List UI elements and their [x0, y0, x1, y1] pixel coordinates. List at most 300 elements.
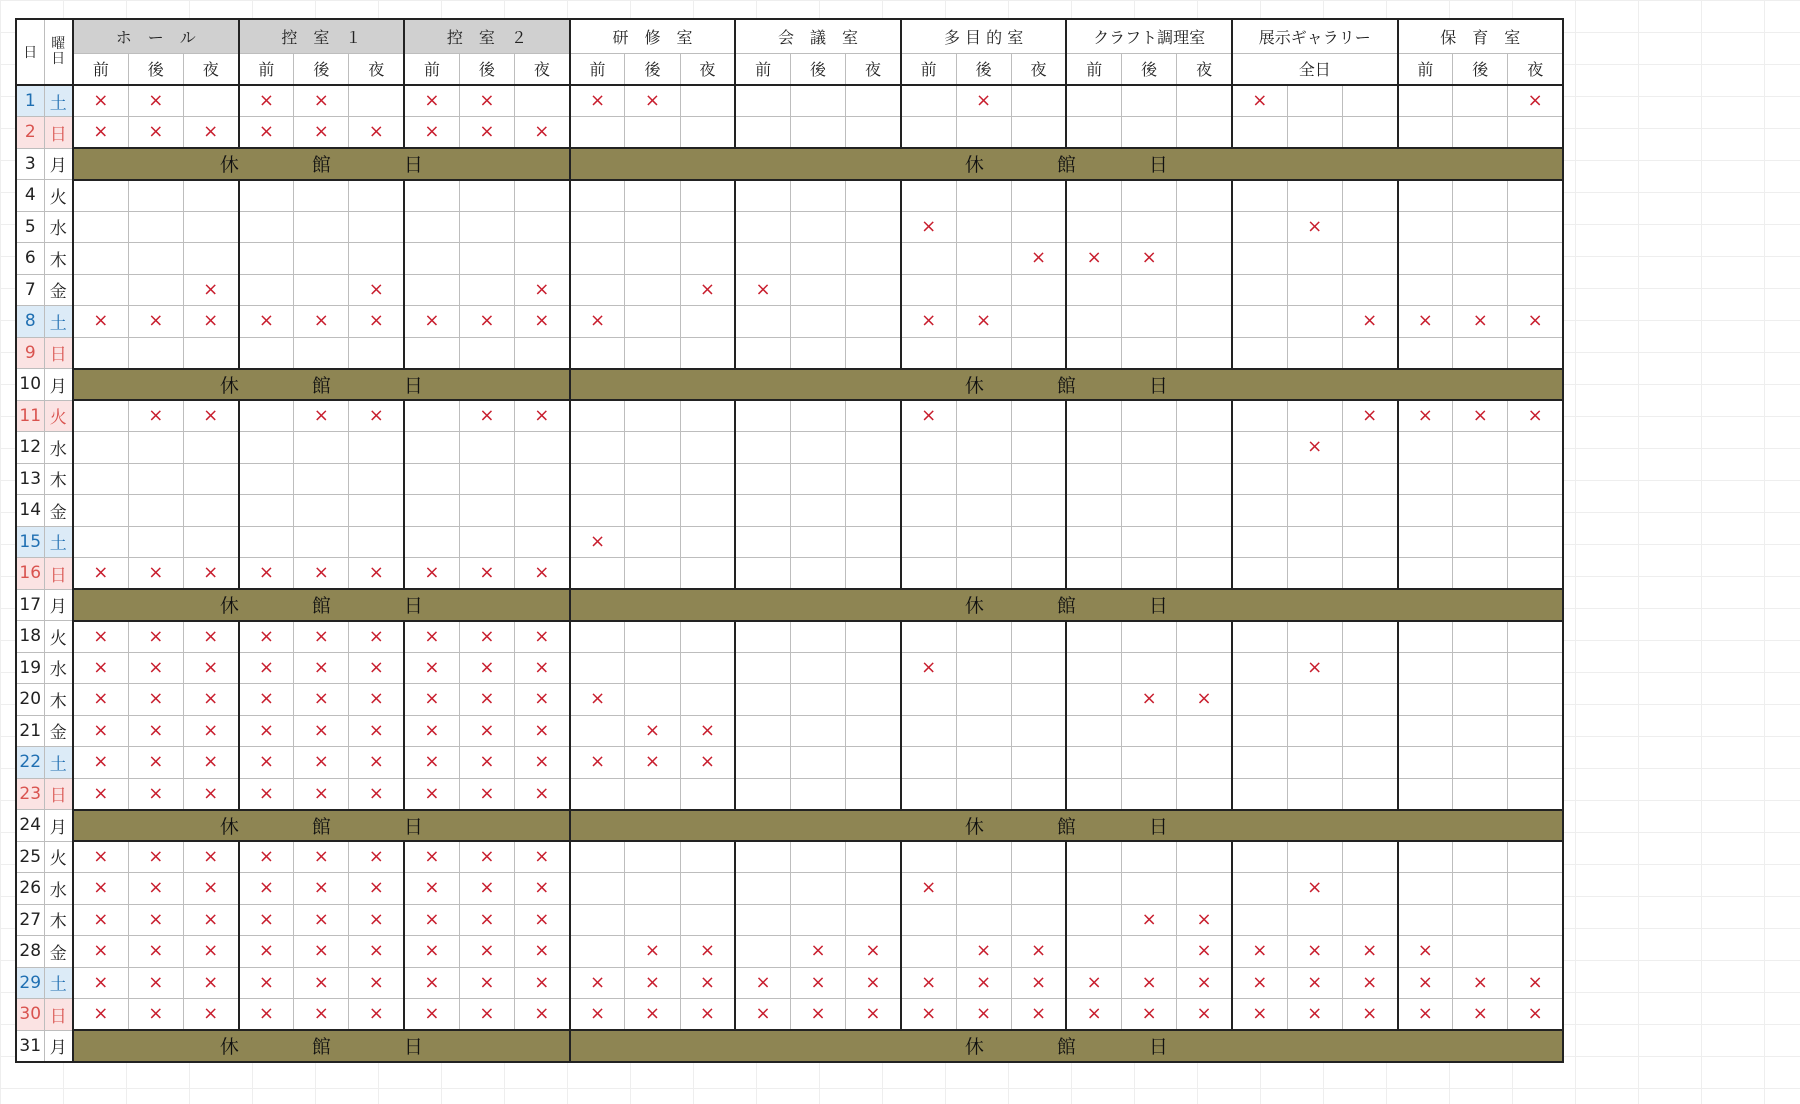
slot-cell[interactable] [956, 117, 1011, 149]
slot-cell[interactable] [790, 747, 845, 779]
slot-cell[interactable]: × [1122, 243, 1177, 275]
slot-cell[interactable] [515, 180, 570, 212]
slot-cell[interactable]: × [1122, 904, 1177, 936]
slot-cell[interactable]: × [1342, 967, 1397, 999]
slot-cell[interactable] [1232, 621, 1287, 653]
slot-cell[interactable]: × [404, 306, 459, 338]
slot-cell[interactable] [735, 495, 790, 527]
slot-cell[interactable] [1011, 621, 1066, 653]
slot-cell[interactable] [680, 243, 735, 275]
slot-cell[interactable] [1011, 211, 1066, 243]
slot-cell[interactable] [956, 715, 1011, 747]
slot-cell[interactable] [1232, 211, 1287, 243]
slot-cell[interactable] [1232, 873, 1287, 905]
slot-cell[interactable] [183, 463, 238, 495]
slot-cell[interactable] [680, 652, 735, 684]
slot-cell[interactable] [790, 243, 845, 275]
slot-cell[interactable] [1177, 432, 1232, 464]
slot-cell[interactable] [1177, 652, 1232, 684]
slot-cell[interactable]: × [1508, 967, 1563, 999]
slot-cell[interactable] [1177, 274, 1232, 306]
slot-cell[interactable]: × [1066, 967, 1121, 999]
slot-cell[interactable]: × [404, 684, 459, 716]
slot-cell[interactable] [570, 778, 625, 810]
slot-cell[interactable]: × [515, 274, 570, 306]
slot-cell[interactable] [1011, 778, 1066, 810]
slot-cell[interactable] [1177, 463, 1232, 495]
slot-cell[interactable]: × [294, 85, 349, 117]
slot-cell[interactable] [349, 85, 404, 117]
slot-cell[interactable]: × [128, 306, 183, 338]
slot-cell[interactable] [183, 495, 238, 527]
slot-cell[interactable] [1232, 841, 1287, 873]
slot-cell[interactable] [570, 715, 625, 747]
slot-cell[interactable]: × [1342, 936, 1397, 968]
slot-cell[interactable] [294, 274, 349, 306]
slot-cell[interactable]: × [680, 747, 735, 779]
slot-cell[interactable] [570, 904, 625, 936]
slot-cell[interactable] [901, 936, 956, 968]
slot-cell[interactable]: × [128, 999, 183, 1031]
slot-cell[interactable] [459, 495, 514, 527]
slot-cell[interactable] [625, 211, 680, 243]
slot-cell[interactable] [680, 432, 735, 464]
slot-cell[interactable] [404, 243, 459, 275]
slot-cell[interactable] [1453, 873, 1508, 905]
slot-cell[interactable] [1508, 463, 1563, 495]
slot-cell[interactable] [901, 715, 956, 747]
slot-cell[interactable] [846, 841, 901, 873]
slot-cell[interactable] [1453, 652, 1508, 684]
slot-cell[interactable] [625, 684, 680, 716]
slot-cell[interactable]: × [459, 715, 514, 747]
slot-cell[interactable]: × [183, 558, 238, 590]
slot-cell[interactable]: × [404, 715, 459, 747]
slot-cell[interactable]: × [183, 999, 238, 1031]
slot-cell[interactable] [735, 211, 790, 243]
slot-cell[interactable]: × [404, 558, 459, 590]
slot-cell[interactable] [846, 652, 901, 684]
slot-cell[interactable]: × [459, 999, 514, 1031]
slot-cell[interactable] [735, 306, 790, 338]
slot-cell[interactable] [956, 684, 1011, 716]
slot-cell[interactable] [846, 463, 901, 495]
slot-cell[interactable] [1342, 778, 1397, 810]
slot-cell[interactable]: × [1177, 936, 1232, 968]
slot-cell[interactable]: × [1398, 999, 1453, 1031]
slot-cell[interactable]: × [1287, 873, 1342, 905]
slot-cell[interactable] [680, 778, 735, 810]
slot-cell[interactable] [1066, 337, 1121, 369]
slot-cell[interactable] [515, 463, 570, 495]
slot-cell[interactable]: × [515, 904, 570, 936]
slot-cell[interactable]: × [183, 841, 238, 873]
slot-cell[interactable]: × [349, 936, 404, 968]
slot-cell[interactable] [625, 558, 680, 590]
slot-cell[interactable] [846, 400, 901, 432]
slot-cell[interactable] [239, 495, 294, 527]
slot-cell[interactable] [1122, 337, 1177, 369]
slot-cell[interactable] [1011, 747, 1066, 779]
slot-cell[interactable] [294, 495, 349, 527]
slot-cell[interactable] [1232, 495, 1287, 527]
slot-cell[interactable]: × [128, 400, 183, 432]
slot-cell[interactable] [1177, 337, 1232, 369]
slot-cell[interactable] [1122, 715, 1177, 747]
slot-cell[interactable] [1066, 274, 1121, 306]
slot-cell[interactable]: × [349, 715, 404, 747]
slot-cell[interactable] [1287, 274, 1342, 306]
slot-cell[interactable] [349, 211, 404, 243]
slot-cell[interactable] [625, 495, 680, 527]
slot-cell[interactable] [1011, 337, 1066, 369]
slot-cell[interactable] [1122, 117, 1177, 149]
slot-cell[interactable] [790, 778, 845, 810]
slot-cell[interactable]: × [901, 400, 956, 432]
slot-cell[interactable] [680, 400, 735, 432]
slot-cell[interactable] [680, 526, 735, 558]
slot-cell[interactable]: × [1508, 306, 1563, 338]
slot-cell[interactable] [73, 243, 128, 275]
slot-cell[interactable] [735, 747, 790, 779]
slot-cell[interactable] [735, 621, 790, 653]
slot-cell[interactable]: × [956, 85, 1011, 117]
slot-cell[interactable] [1287, 621, 1342, 653]
slot-cell[interactable] [1453, 747, 1508, 779]
slot-cell[interactable] [790, 621, 845, 653]
slot-cell[interactable] [1066, 841, 1121, 873]
slot-cell[interactable] [1066, 684, 1121, 716]
slot-cell[interactable] [1177, 778, 1232, 810]
slot-cell[interactable] [1287, 715, 1342, 747]
slot-cell[interactable] [735, 526, 790, 558]
slot-cell[interactable] [1122, 400, 1177, 432]
slot-cell[interactable] [956, 873, 1011, 905]
slot-cell[interactable] [1066, 621, 1121, 653]
slot-cell[interactable] [1177, 747, 1232, 779]
slot-cell[interactable]: × [349, 117, 404, 149]
slot-cell[interactable] [790, 684, 845, 716]
slot-cell[interactable] [1011, 85, 1066, 117]
slot-cell[interactable]: × [404, 904, 459, 936]
slot-cell[interactable] [294, 211, 349, 243]
slot-cell[interactable]: × [1342, 306, 1397, 338]
slot-cell[interactable]: × [846, 999, 901, 1031]
slot-cell[interactable] [846, 526, 901, 558]
slot-cell[interactable] [128, 463, 183, 495]
slot-cell[interactable]: × [625, 715, 680, 747]
slot-cell[interactable] [183, 211, 238, 243]
slot-cell[interactable] [735, 558, 790, 590]
slot-cell[interactable] [128, 243, 183, 275]
slot-cell[interactable]: × [459, 117, 514, 149]
slot-cell[interactable] [404, 337, 459, 369]
slot-cell[interactable] [239, 274, 294, 306]
slot-cell[interactable] [239, 211, 294, 243]
slot-cell[interactable] [128, 495, 183, 527]
slot-cell[interactable]: × [183, 967, 238, 999]
slot-cell[interactable]: × [183, 904, 238, 936]
slot-cell[interactable] [1287, 841, 1342, 873]
slot-cell[interactable] [1508, 526, 1563, 558]
slot-cell[interactable]: × [1287, 936, 1342, 968]
slot-cell[interactable] [1122, 432, 1177, 464]
slot-cell[interactable] [1342, 85, 1397, 117]
slot-cell[interactable]: × [1287, 967, 1342, 999]
slot-cell[interactable]: × [239, 306, 294, 338]
slot-cell[interactable] [901, 495, 956, 527]
slot-cell[interactable] [1177, 211, 1232, 243]
slot-cell[interactable] [956, 652, 1011, 684]
slot-cell[interactable]: × [1287, 432, 1342, 464]
slot-cell[interactable] [1122, 936, 1177, 968]
slot-cell[interactable] [1066, 652, 1121, 684]
slot-cell[interactable] [1342, 841, 1397, 873]
slot-cell[interactable] [846, 274, 901, 306]
slot-cell[interactable] [901, 432, 956, 464]
slot-cell[interactable] [1508, 274, 1563, 306]
slot-cell[interactable] [680, 495, 735, 527]
slot-cell[interactable] [1232, 684, 1287, 716]
slot-cell[interactable] [680, 873, 735, 905]
slot-cell[interactable] [901, 684, 956, 716]
slot-cell[interactable]: × [239, 967, 294, 999]
slot-cell[interactable] [846, 85, 901, 117]
slot-cell[interactable]: × [1287, 211, 1342, 243]
slot-cell[interactable] [73, 495, 128, 527]
slot-cell[interactable]: × [183, 621, 238, 653]
slot-cell[interactable] [1453, 85, 1508, 117]
slot-cell[interactable]: × [294, 936, 349, 968]
slot-cell[interactable] [294, 337, 349, 369]
slot-cell[interactable] [183, 180, 238, 212]
slot-cell[interactable] [735, 337, 790, 369]
slot-cell[interactable] [1232, 274, 1287, 306]
slot-cell[interactable]: × [625, 747, 680, 779]
slot-cell[interactable]: × [735, 999, 790, 1031]
slot-cell[interactable]: × [183, 684, 238, 716]
slot-cell[interactable] [625, 621, 680, 653]
slot-cell[interactable] [1122, 274, 1177, 306]
slot-cell[interactable] [1011, 432, 1066, 464]
slot-cell[interactable] [1342, 558, 1397, 590]
slot-cell[interactable] [1066, 936, 1121, 968]
slot-cell[interactable]: × [846, 967, 901, 999]
slot-cell[interactable]: × [73, 85, 128, 117]
slot-cell[interactable] [1342, 652, 1397, 684]
slot-cell[interactable] [1011, 558, 1066, 590]
slot-cell[interactable] [790, 904, 845, 936]
slot-cell[interactable] [1122, 85, 1177, 117]
slot-cell[interactable] [570, 621, 625, 653]
slot-cell[interactable] [239, 400, 294, 432]
slot-cell[interactable]: × [459, 904, 514, 936]
slot-cell[interactable]: × [128, 558, 183, 590]
slot-cell[interactable] [1453, 243, 1508, 275]
slot-cell[interactable]: × [128, 85, 183, 117]
slot-cell[interactable] [1122, 211, 1177, 243]
slot-cell[interactable] [73, 526, 128, 558]
slot-cell[interactable] [183, 337, 238, 369]
slot-cell[interactable]: × [790, 999, 845, 1031]
slot-cell[interactable] [956, 495, 1011, 527]
slot-cell[interactable] [790, 306, 845, 338]
slot-cell[interactable]: × [239, 652, 294, 684]
slot-cell[interactable]: × [680, 936, 735, 968]
slot-cell[interactable]: × [515, 967, 570, 999]
slot-cell[interactable] [73, 274, 128, 306]
slot-cell[interactable]: × [294, 904, 349, 936]
slot-cell[interactable]: × [625, 967, 680, 999]
slot-cell[interactable] [459, 243, 514, 275]
slot-cell[interactable] [1508, 337, 1563, 369]
slot-cell[interactable] [1342, 211, 1397, 243]
slot-cell[interactable]: × [1122, 999, 1177, 1031]
slot-cell[interactable] [1066, 432, 1121, 464]
slot-cell[interactable]: × [515, 306, 570, 338]
slot-cell[interactable] [846, 873, 901, 905]
slot-cell[interactable] [625, 306, 680, 338]
slot-cell[interactable]: × [735, 967, 790, 999]
slot-cell[interactable]: × [1177, 904, 1232, 936]
slot-cell[interactable]: × [956, 967, 1011, 999]
slot-cell[interactable] [625, 904, 680, 936]
slot-cell[interactable] [515, 243, 570, 275]
slot-cell[interactable] [735, 432, 790, 464]
slot-cell[interactable] [1011, 400, 1066, 432]
slot-cell[interactable]: × [404, 85, 459, 117]
slot-cell[interactable] [625, 432, 680, 464]
slot-cell[interactable] [349, 337, 404, 369]
slot-cell[interactable] [1398, 495, 1453, 527]
slot-cell[interactable] [735, 180, 790, 212]
slot-cell[interactable] [1287, 180, 1342, 212]
slot-cell[interactable] [1508, 841, 1563, 873]
slot-cell[interactable]: × [515, 841, 570, 873]
slot-cell[interactable] [294, 526, 349, 558]
slot-cell[interactable] [1287, 778, 1342, 810]
slot-cell[interactable]: × [901, 652, 956, 684]
slot-cell[interactable] [901, 904, 956, 936]
slot-cell[interactable] [1508, 652, 1563, 684]
slot-cell[interactable]: × [956, 936, 1011, 968]
slot-cell[interactable] [459, 180, 514, 212]
slot-cell[interactable] [73, 211, 128, 243]
slot-cell[interactable]: × [1011, 936, 1066, 968]
slot-cell[interactable] [846, 117, 901, 149]
slot-cell[interactable] [1398, 778, 1453, 810]
slot-cell[interactable]: × [349, 967, 404, 999]
slot-cell[interactable] [1232, 904, 1287, 936]
slot-cell[interactable]: × [735, 274, 790, 306]
slot-cell[interactable] [1453, 936, 1508, 968]
slot-cell[interactable]: × [1508, 999, 1563, 1031]
slot-cell[interactable] [1066, 904, 1121, 936]
slot-cell[interactable]: × [1342, 999, 1397, 1031]
slot-cell[interactable]: × [73, 873, 128, 905]
slot-cell[interactable] [790, 274, 845, 306]
slot-cell[interactable] [680, 841, 735, 873]
slot-cell[interactable] [239, 463, 294, 495]
slot-cell[interactable] [1177, 495, 1232, 527]
slot-cell[interactable]: × [128, 715, 183, 747]
slot-cell[interactable]: × [128, 684, 183, 716]
slot-cell[interactable]: × [128, 873, 183, 905]
slot-cell[interactable] [404, 463, 459, 495]
slot-cell[interactable] [901, 274, 956, 306]
slot-cell[interactable] [790, 337, 845, 369]
slot-cell[interactable]: × [349, 400, 404, 432]
slot-cell[interactable] [239, 337, 294, 369]
slot-cell[interactable]: × [459, 684, 514, 716]
slot-cell[interactable] [1066, 873, 1121, 905]
slot-cell[interactable] [1011, 904, 1066, 936]
slot-cell[interactable] [1453, 558, 1508, 590]
slot-cell[interactable]: × [515, 117, 570, 149]
slot-cell[interactable] [128, 180, 183, 212]
slot-cell[interactable] [901, 85, 956, 117]
slot-cell[interactable]: × [73, 621, 128, 653]
slot-cell[interactable] [1398, 841, 1453, 873]
slot-cell[interactable]: × [515, 778, 570, 810]
slot-cell[interactable]: × [294, 999, 349, 1031]
slot-cell[interactable] [1508, 243, 1563, 275]
slot-cell[interactable] [459, 274, 514, 306]
slot-cell[interactable]: × [349, 778, 404, 810]
slot-cell[interactable]: × [459, 558, 514, 590]
slot-cell[interactable] [1122, 495, 1177, 527]
slot-cell[interactable] [1342, 243, 1397, 275]
slot-cell[interactable] [901, 117, 956, 149]
slot-cell[interactable] [570, 558, 625, 590]
slot-cell[interactable] [625, 873, 680, 905]
slot-cell[interactable] [1011, 117, 1066, 149]
slot-cell[interactable] [846, 621, 901, 653]
slot-cell[interactable]: × [459, 778, 514, 810]
slot-cell[interactable]: × [1398, 936, 1453, 968]
slot-cell[interactable]: × [239, 715, 294, 747]
slot-cell[interactable] [1453, 526, 1508, 558]
slot-cell[interactable]: × [349, 841, 404, 873]
slot-cell[interactable] [1232, 180, 1287, 212]
slot-cell[interactable]: × [183, 652, 238, 684]
slot-cell[interactable] [790, 180, 845, 212]
slot-cell[interactable] [625, 652, 680, 684]
slot-cell[interactable]: × [515, 558, 570, 590]
slot-cell[interactable] [1066, 85, 1121, 117]
slot-cell[interactable] [1453, 841, 1508, 873]
slot-cell[interactable] [790, 85, 845, 117]
slot-cell[interactable]: × [515, 873, 570, 905]
slot-cell[interactable] [1398, 211, 1453, 243]
slot-cell[interactable]: × [239, 621, 294, 653]
slot-cell[interactable] [349, 463, 404, 495]
slot-cell[interactable] [73, 463, 128, 495]
slot-cell[interactable] [1287, 558, 1342, 590]
slot-cell[interactable] [1011, 652, 1066, 684]
slot-cell[interactable] [1287, 337, 1342, 369]
slot-cell[interactable]: × [1122, 684, 1177, 716]
slot-cell[interactable] [570, 117, 625, 149]
slot-cell[interactable] [956, 841, 1011, 873]
slot-cell[interactable] [790, 873, 845, 905]
slot-cell[interactable] [1011, 841, 1066, 873]
slot-cell[interactable] [901, 463, 956, 495]
slot-cell[interactable] [735, 684, 790, 716]
slot-cell[interactable] [680, 306, 735, 338]
slot-cell[interactable]: × [183, 400, 238, 432]
slot-cell[interactable] [1453, 274, 1508, 306]
